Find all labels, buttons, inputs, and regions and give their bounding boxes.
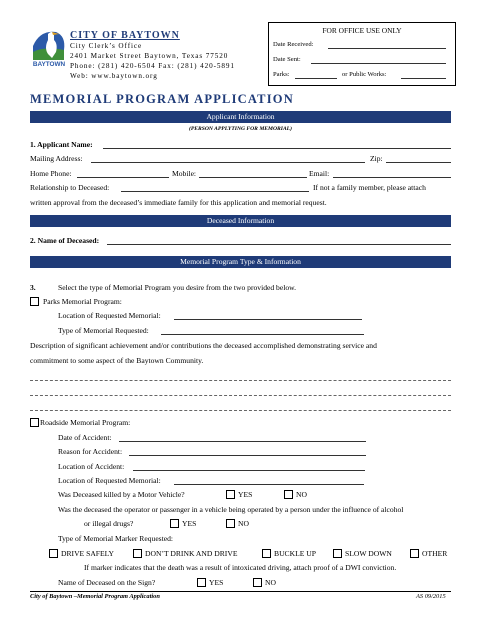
marker-dont-drink-checkbox[interactable]	[133, 549, 142, 558]
web-address: Web: www.baytown.org	[70, 72, 158, 80]
operator-yes-checkbox[interactable]	[170, 519, 179, 528]
question-3-text: Select the type of Memorial Program you desire from the two provided below.	[58, 283, 297, 292]
date-accident-field[interactable]	[119, 441, 366, 442]
marker-drive-safely-checkbox[interactable]	[49, 549, 58, 558]
description-field-2[interactable]	[30, 395, 451, 396]
parks-field[interactable]	[295, 78, 337, 79]
marker-slow-down-checkbox[interactable]	[333, 549, 342, 558]
form-title: MEMORIAL PROGRAM APPLICATION	[30, 92, 294, 106]
description-field-1[interactable]	[30, 380, 451, 381]
marker-type-label: Type of Memorial Marker Requested:	[58, 534, 174, 543]
parks-type-label: Type of Memorial Requested:	[58, 326, 149, 335]
parks-memorial-label: Parks Memorial Program:	[43, 297, 122, 306]
parks-label: Parks:	[273, 71, 290, 78]
date-received-field[interactable]	[328, 48, 446, 49]
footer-right: AS 09/2015	[416, 593, 446, 600]
motor-vehicle-yes-checkbox[interactable]	[226, 490, 235, 499]
sign-name-no-label: NO	[265, 578, 276, 587]
email-label: Email:	[309, 169, 330, 178]
motor-vehicle-yes-label: YES	[238, 490, 253, 499]
location-accident-label: Location of Accident:	[58, 462, 125, 471]
sign-name-yes-label: YES	[209, 578, 224, 587]
deceased-name-field[interactable]	[107, 244, 451, 245]
parks-type-field[interactable]	[161, 334, 364, 335]
zip-label: Zip:	[370, 154, 383, 163]
public-works-label: or Public Works:	[342, 71, 387, 78]
roadside-location-field[interactable]	[174, 484, 364, 485]
operator-no-label: NO	[238, 519, 249, 528]
program-info-band: Memorial Program Type & Information	[30, 256, 451, 268]
email-field[interactable]	[333, 177, 451, 178]
logo-wordmark: BAYTOWN	[32, 61, 66, 68]
motor-vehicle-no-checkbox[interactable]	[284, 490, 293, 499]
mailing-address-label: Mailing Address:	[30, 154, 83, 163]
motor-vehicle-no-label: NO	[296, 490, 307, 499]
sign-name-question: Name of Deceased on the Sign?	[58, 578, 156, 587]
mailing-address-field[interactable]	[91, 162, 365, 163]
reason-accident-label: Reason for Accident:	[58, 447, 123, 456]
date-sent-label: Date Sent:	[273, 56, 301, 63]
home-phone-field[interactable]	[77, 177, 169, 178]
location-accident-field[interactable]	[133, 470, 365, 471]
operator-no-checkbox[interactable]	[226, 519, 235, 528]
public-works-field[interactable]	[401, 78, 446, 79]
mobile-label: Mobile:	[172, 169, 197, 178]
sign-name-yes-checkbox[interactable]	[197, 578, 206, 587]
applicant-info-band: Applicant Information	[30, 111, 451, 123]
family-note: If not a family member, please attach	[313, 183, 426, 192]
marker-dont-drink-label: DON’T DRINK AND DRIVE	[145, 549, 238, 558]
description-line-2: commitment to some aspect of the Baytown Community.	[30, 356, 204, 365]
mobile-field[interactable]	[199, 177, 307, 178]
applicant-note: (PERSON APPLYTING FOR MEMORIAL)	[189, 126, 292, 132]
operator-question-line-2: or illegal drugs?	[84, 519, 134, 528]
footer-left: City of Baytown –Memorial Program Application	[30, 593, 160, 600]
office-use-title: FOR OFFICE USE ONLY	[322, 26, 402, 35]
city-name: CITY OF BAYTOWN	[70, 30, 180, 41]
sign-name-no-checkbox[interactable]	[253, 578, 262, 587]
description-field-3[interactable]	[30, 410, 451, 411]
marker-drive-safely-label: DRIVE SAFELY	[61, 549, 115, 558]
office-use-box	[268, 22, 456, 86]
description-line-1: Description of significant achievement and/or contributions the deceased accomplished demonstrating service and	[30, 341, 377, 350]
applicant-name-field[interactable]	[103, 148, 451, 149]
street-address: 2401 Market Street Baytown, Texas 77520	[70, 52, 229, 60]
deceased-name-label: 2. Name of Deceased:	[30, 236, 100, 245]
motor-vehicle-question: Was Deceased killed by a Motor Vehicle?	[58, 490, 185, 499]
roadside-location-label: Location of Requested Memorial:	[58, 476, 161, 485]
operator-yes-label: YES	[182, 519, 197, 528]
approval-note: written approval from the deceased’s immediate family for this application and memorial request.	[30, 198, 327, 207]
home-phone-label: Home Phone:	[30, 169, 72, 178]
relationship-label: Relationship to Deceased:	[30, 183, 110, 192]
marker-slow-down-label: SLOW DOWN	[345, 549, 392, 558]
reason-accident-field[interactable]	[129, 455, 366, 456]
deceased-info-band: Deceased Information	[30, 215, 451, 227]
date-accident-label: Date of Accident:	[58, 433, 112, 442]
parks-location-label: Location of Requested Memorial:	[58, 311, 161, 320]
footer-rule	[30, 591, 451, 592]
office-name: City Clerk’s Office	[70, 42, 143, 50]
marker-buckle-up-label: BUCKLE UP	[274, 549, 316, 558]
date-received-label: Date Received:	[273, 41, 314, 48]
marker-buckle-up-checkbox[interactable]	[262, 549, 271, 558]
applicant-name-label: 1. Applicant Name:	[30, 140, 93, 149]
marker-other-label: OTHER	[422, 549, 448, 558]
question-3-number: 3.	[30, 283, 36, 292]
date-sent-field[interactable]	[311, 63, 446, 64]
dwi-note: If marker indicates that the death was a result of intoxicated driving, attach proof of a DWI conviction.	[84, 563, 397, 572]
operator-question-line-1: Was the deceased the operator or passenger in a vehicle being operated by a person under the influence of alcohol	[58, 505, 404, 514]
parks-memorial-checkbox[interactable]	[30, 297, 39, 306]
city-logo	[30, 24, 68, 74]
zip-field[interactable]	[386, 162, 451, 163]
relationship-field[interactable]	[121, 191, 309, 192]
roadside-memorial-label: Roadside Memorial Program:	[40, 418, 131, 427]
roadside-memorial-checkbox[interactable]	[30, 418, 39, 427]
marker-other-checkbox[interactable]	[410, 549, 419, 558]
parks-location-field[interactable]	[174, 319, 362, 320]
phone-fax: Phone: (281) 420-6504 Fax: (281) 420-5891	[70, 62, 235, 70]
